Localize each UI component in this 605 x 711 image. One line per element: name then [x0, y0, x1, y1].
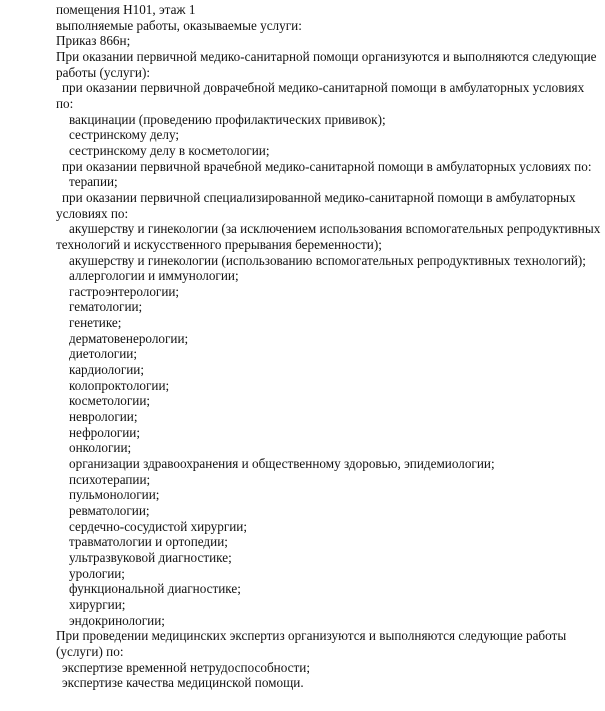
document-line: (услуги) по:: [56, 643, 124, 659]
document-line: При проведении медицинских экспертиз организуются и выполняются следующие работы: [56, 628, 567, 644]
document-line: ультразвуковой диагностике;: [69, 549, 232, 565]
document-line: колопроктологии;: [69, 377, 170, 393]
document-line: сестринскому делу;: [69, 127, 180, 143]
document-line: дерматовенерологии;: [69, 330, 189, 346]
document-line: онкологии;: [69, 440, 132, 456]
document-line: вакцинации (проведению профилактических прививок);: [69, 111, 386, 127]
document-line: пульмонологии;: [69, 487, 160, 503]
document-line: хирургии;: [69, 596, 126, 612]
document-line: при оказании первичной врачебной медико-санитарной помощи в амбулаторных условиях по:: [62, 158, 592, 174]
document-line: нефрологии;: [69, 424, 140, 440]
document-line: организации здравоохранения и общественному здоровью, эпидемиологии;: [69, 456, 495, 472]
document-line: технологий и искусственного прерывания беременности);: [56, 236, 382, 252]
document-line: аллергологии и иммунологии;: [69, 268, 239, 284]
document-line: по:: [56, 95, 74, 111]
document-line: акушерству и гинекологии (использованию вспомогательных репродуктивных технологий);: [69, 252, 586, 268]
document-line: условиях по:: [56, 205, 129, 221]
document-line: работы (услуги):: [56, 64, 151, 80]
document-line: ревматологии;: [69, 503, 150, 518]
document-line: функциональной диагностике;: [69, 581, 241, 597]
document-line: Приказ 866н;: [56, 33, 131, 49]
document-line: косметологии;: [69, 393, 151, 409]
document-line: сестринскому делу в косметологии;: [69, 142, 270, 158]
document-line: травматологии и ортопедии;: [69, 534, 228, 550]
document-line: диетологии;: [69, 346, 137, 362]
document-line: при оказании первичной доврачебной медико-санитарной помощи в амбулаторных условиях: [62, 80, 585, 96]
document-line: кардиологии;: [69, 362, 145, 378]
document-line: психотерапии;: [69, 471, 151, 487]
document-line: терапии;: [69, 174, 118, 190]
document-line: гематологии;: [69, 299, 143, 315]
document-line: акушерству и гинекологии (за исключением использования вспомогательных репродуктивных: [69, 221, 601, 237]
document-line: сердечно-сосудистой хирургии;: [69, 518, 248, 534]
document-line: урологии;: [69, 565, 125, 581]
document-line: неврологии;: [69, 409, 138, 425]
document-line: помещения Н101, этаж 1: [56, 2, 196, 17]
document-line: экспертизе качества медицинской помощи.: [62, 675, 304, 691]
document-line: при оказании первичной специализированной медико-санитарной помощи в амбулаторных: [62, 189, 576, 205]
document-line: При оказании первичной медико-санитарной помощи организуются и выполняются следующие: [56, 48, 597, 64]
document-line: гастроэнтерологии;: [69, 283, 180, 299]
document-line: генетике;: [69, 315, 122, 331]
document-line: эндокринологии;: [69, 612, 165, 628]
document-line: выполняемые работы, оказываемые услуги:: [56, 17, 302, 33]
document-line: экспертизе временной нетрудоспособности;: [62, 659, 310, 675]
document-body: [56, 2, 601, 691]
